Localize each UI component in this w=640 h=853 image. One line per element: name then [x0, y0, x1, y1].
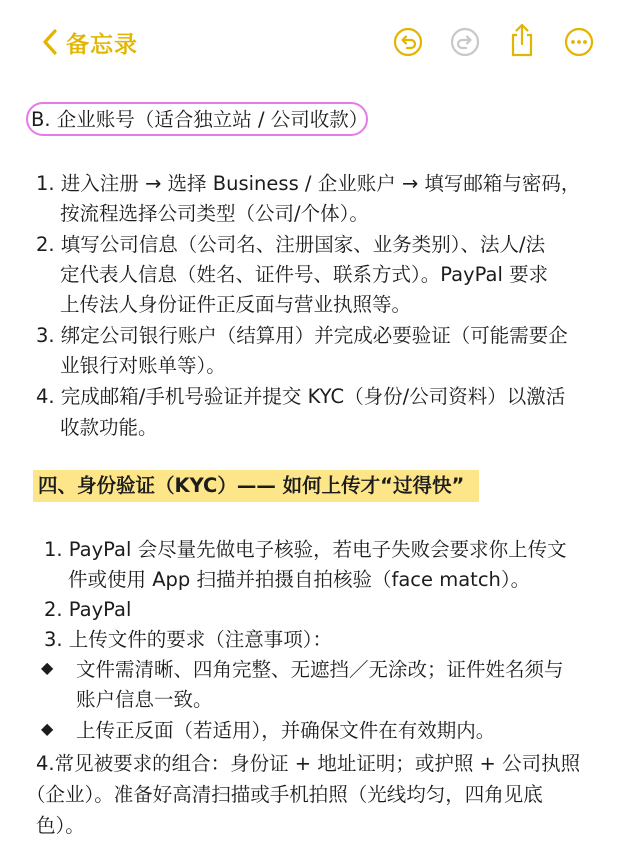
- diamond-bullet-icon: ◆: [41, 719, 54, 738]
- kyc-line: 2. PayPal: [44, 598, 132, 621]
- undo-icon: [392, 26, 424, 58]
- b-step-line: 按流程选择公司类型（公司/个体）。: [60, 202, 369, 225]
- kyc-bullet-line: 文件需清晰、四角完整、无遮挡／无涂改；证件姓名须与: [76, 658, 564, 681]
- more-button[interactable]: [563, 26, 595, 58]
- kyc-bullet-line: 账户信息一致。: [76, 688, 213, 711]
- share-button[interactable]: [506, 22, 538, 54]
- share-icon: [506, 22, 538, 58]
- kyc-line: 色）。: [36, 814, 85, 837]
- redo-icon: [449, 26, 481, 58]
- back-button[interactable]: [42, 24, 138, 60]
- kyc-line: 件或使用 App 扫描并拍摄自拍核验（face match）。: [68, 568, 531, 591]
- kyc-line: 1. PayPal 会尽量先做电子核验，若电子失败会要求你上传文: [44, 538, 567, 561]
- undo-button[interactable]: [392, 26, 424, 58]
- section-4-title: 四、身份验证（KYC）—— 如何上传才“过得快”: [38, 474, 465, 497]
- redo-button[interactable]: [449, 26, 481, 58]
- kyc-line: 3. 上传文件的要求（注意事项）：: [44, 628, 333, 651]
- kyc-bullet-line: 上传正反面（若适用），并确保文件在有效期内。: [76, 719, 496, 742]
- diamond-bullet-icon: ◆: [41, 658, 54, 677]
- b-step-line: 上传法人身份证件正反面与营业执照等。: [60, 293, 412, 316]
- b-step-line: 收款功能。: [60, 416, 158, 439]
- back-label: 备忘录: [66, 31, 138, 58]
- section-b-title: B. 企业账号（适合独立站 / 公司收款）: [31, 108, 369, 131]
- more-icon: [563, 26, 595, 58]
- b-step-line: 2. 填写公司信息（公司名、注册国家、业务类别）、法人/法: [36, 233, 546, 256]
- b-step-line: 业银行对账单等）。: [60, 354, 226, 377]
- b-step-line: 定代表人信息（姓名、证件号、联系方式）。PayPal 要求: [60, 263, 549, 286]
- b-step-line: 3. 绑定公司银行账户（结算用）并完成必要验证（可能需要企: [36, 324, 568, 347]
- b-step-line: 1. 进入注册 → 选择 Business / 企业账户 → 填写邮箱与密码，: [36, 172, 581, 195]
- chevron-left-icon: [42, 28, 58, 56]
- kyc-line: （企业）。准备好高清扫描或手机拍照（光线均匀，四角见底: [26, 783, 543, 806]
- kyc-line: 4.常见被要求的组合：身份证 + 地址证明；或护照 + 公司执照: [36, 752, 581, 775]
- top-toolbar: [0, 0, 640, 84]
- b-step-line: 4. 完成邮箱/手机号验证并提交 KYC（身份/公司资料）以激活: [36, 385, 566, 408]
